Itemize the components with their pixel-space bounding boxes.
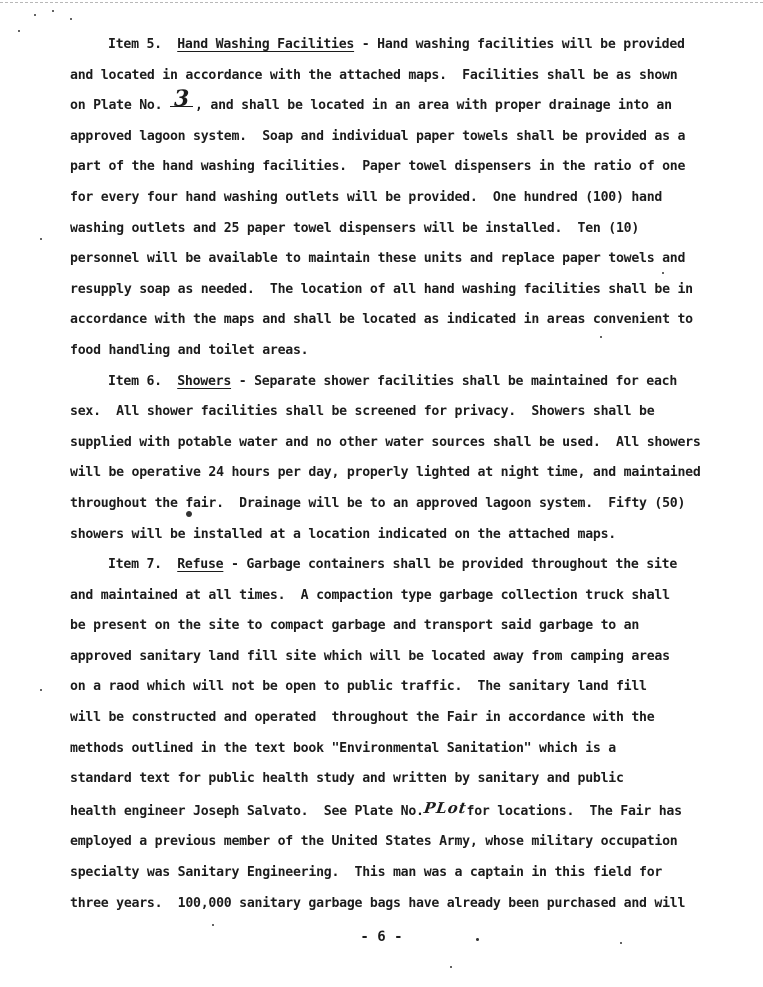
text-line (70, 86, 710, 122)
item-heading: Refuse (177, 557, 224, 573)
text-line (70, 367, 710, 398)
text-segment: Item 5. (108, 37, 178, 52)
text-line (70, 122, 710, 153)
scan-speck (600, 336, 602, 338)
top-border (0, 2, 763, 3)
text-line (70, 336, 710, 367)
text-line (70, 550, 710, 581)
text-segment: throughout the fair. Drainage will be to an approved lagoon system. Fifty (50) (70, 495, 686, 511)
text-line (70, 61, 710, 92)
text-segment: part of the hand washing facilities. Paper towel dispensers in the ratio of one (70, 159, 686, 175)
handwritten-plate-number: 3 (170, 92, 193, 107)
text-line (70, 764, 710, 795)
scan-speck (212, 924, 214, 926)
text-line (70, 795, 710, 828)
text-line (70, 30, 710, 61)
scan-speck (70, 18, 72, 20)
scan-speck (34, 14, 36, 16)
item-heading: Hand Washing Facilities (177, 37, 355, 52)
text-line (70, 889, 710, 920)
text-segment: and maintained at all times. A compaction type garbage collection truck shall (70, 587, 670, 603)
text-line (70, 581, 710, 612)
text-segment: will be operative 24 hours per day, properly lighted at night time, and maintained (70, 465, 701, 481)
text-line (70, 397, 710, 428)
text-segment: - Hand washing facilities will be provided (354, 37, 685, 52)
text-segment: showers will be installed at a location indicated on the attached maps. (70, 526, 616, 542)
text-line (70, 183, 710, 214)
text-segment: approved sanitary land fill site which will be located away from camping areas (70, 648, 670, 664)
handwritten-plate-reference: PLot (422, 798, 468, 817)
text-segment: and located in accordance with the attached maps. Facilities shall be as shown (70, 67, 678, 83)
text-segment: sex. All shower facilities shall be screened for privacy. Showers shall be (70, 404, 655, 420)
text-segment: supplied with potable water and no other water sources shall be used. All showers (70, 434, 701, 450)
text-segment: washing outlets and 25 paper towel dispensers will be installed. Ten (10) (70, 220, 640, 236)
scan-speck (450, 966, 452, 968)
text-line (70, 858, 710, 889)
text-line (70, 489, 710, 520)
body-text (70, 30, 710, 919)
item-heading: Showers (177, 373, 232, 389)
text-segment: on a raod which will not be open to public traffic. The sanitary land fill (70, 679, 647, 695)
text-line (70, 152, 710, 183)
text-line (70, 275, 710, 306)
text-segment: Item 7. (108, 557, 178, 573)
text-segment: be present on the site to compact garbage and transport said garbage to an (70, 618, 640, 634)
text-line (70, 734, 710, 765)
text-segment: for locations. The Fair has (466, 803, 682, 819)
text-segment: health engineer Joseph Salvato. See Plate No. (70, 803, 424, 819)
text-segment: personnel will be available to maintain these units and replace paper towels and (70, 251, 686, 267)
text-segment: accordance with the maps and shall be located as indicated in areas convenient to (70, 312, 693, 328)
text-segment: methods outlined in the text book "Environmental Sanitation" which is a (70, 740, 616, 756)
scan-speck (620, 942, 622, 944)
scan-speck (476, 938, 479, 941)
text-segment: employed a previous member of the United States Army, whose military occupation (70, 834, 678, 850)
text-line (70, 611, 710, 642)
text-line (70, 642, 710, 673)
text-segment: resupply soap as needed. The location of all hand washing facilities shall be in (70, 281, 693, 297)
text-line (70, 458, 710, 489)
scan-speck (662, 272, 664, 274)
scan-speck (18, 30, 20, 32)
text-line (70, 305, 710, 336)
text-segment: standard text for public health study and written by sanitary and public (70, 771, 624, 787)
scan-speck (52, 10, 54, 12)
scan-speck (186, 511, 192, 517)
text-segment: three years. 100,000 sanitary garbage bags have already been purchased and will (70, 895, 686, 911)
text-segment: on Plate No. (70, 98, 170, 114)
text-line (70, 244, 710, 275)
text-line (70, 703, 710, 734)
text-segment: Item 6. (108, 373, 178, 389)
text-segment: for every four hand washing outlets will be provided. One hundred (100) hand (70, 189, 663, 205)
text-segment: food handling and toilet areas. (70, 342, 309, 358)
text-segment: - Separate shower facilities shall be maintained for each (231, 373, 678, 389)
text-segment: specialty was Sanitary Engineering. This man was a captain in this field for (70, 865, 663, 881)
text-segment: will be constructed and operated throughout the Fair in accordance with the (70, 710, 655, 726)
scan-speck (40, 689, 42, 691)
text-line (70, 672, 710, 703)
text-segment: - Garbage containers shall be provided throughout the site (223, 557, 678, 573)
text-line (70, 827, 710, 858)
page-number: - 6 - (360, 929, 403, 945)
text-line (70, 428, 710, 459)
scan-speck (40, 238, 42, 240)
text-line (70, 214, 710, 245)
text-line (70, 520, 710, 551)
text-segment: , and shall be located in an area with proper drainage into an (195, 98, 672, 114)
text-segment: approved lagoon system. Soap and individual paper towels shall be provided as a (70, 128, 686, 144)
